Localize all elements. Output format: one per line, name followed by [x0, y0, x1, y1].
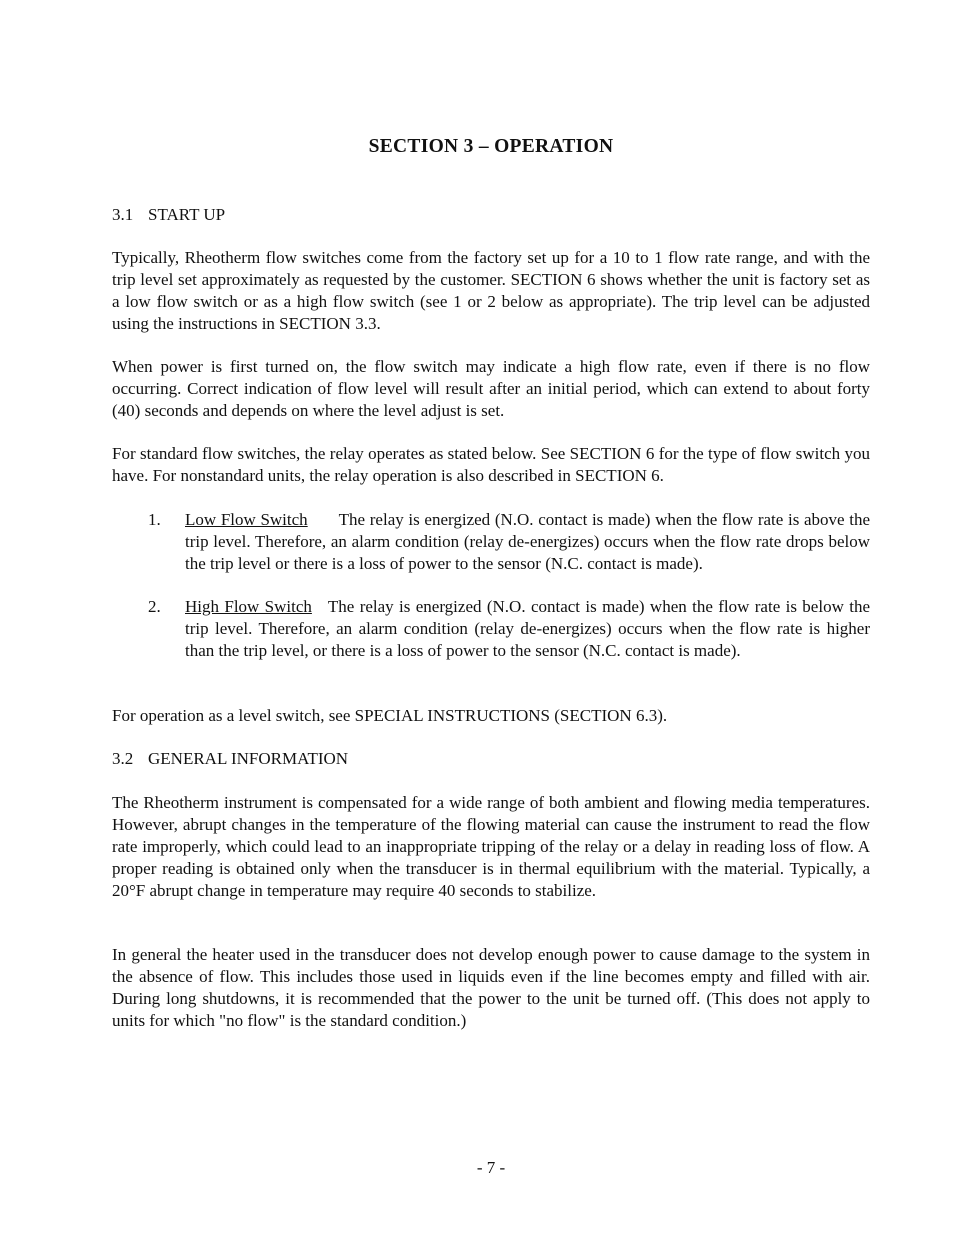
startup-paragraph-1: Typically, Rheotherm flow switches come from the factory set up for a 10 to 1 flow rate range, and with the trip level set approximately as requested by the customer. SECTION 6 shows whether the unit is factory set as a low flow switch or as a high flow switch (see 1 or 2 below as appropriate). The trip level can be adjusted using the instructions in SECTION 3.3.: [112, 248, 870, 333]
section-number: 3.1: [112, 205, 134, 224]
section-number: 3.2: [112, 749, 134, 768]
list-item-label: Low Flow Switch: [185, 510, 308, 529]
section-heading-text: START UP: [148, 205, 226, 224]
section-3-2-heading: [112, 748, 870, 770]
general-paragraph-1: The Rheotherm instrument is compensated for a wide range of both ambient and flowing media temperatures. However, abrupt changes in the temperature of the flowing material can cause the instrument to read the flow rate improperly, which could lead to an inappropriate tripping of the relay or a delay in reading loss of flow. A proper reading is obtained only when the transducer is in thermal equilibrium with the material. Typically, a 20°F abrupt change in temperature may require 40 seconds to stabilize.: [112, 793, 870, 900]
list-item-body: [185, 596, 870, 662]
list-item-text: The relay is energized (N.O. contact is made) when the flow rate is below the trip level. Therefore, an alarm condition (relay de-energizes) occurs when the flow rate is higher than the trip level, or there is a loss of power to the sensor (N.C. contact is made).: [185, 597, 870, 660]
list-item-number: 1.: [148, 510, 161, 529]
startup-paragraph-2: When power is first turned on, the flow switch may indicate a high flow rate, even if there is no flow occurring. Correct indication of flow level will result after an initial period, which can extend to about forty (40) seconds and depends on where the level adjust is set.: [112, 357, 870, 420]
list-item-label: High Flow Switch: [185, 597, 312, 616]
section-3-1-heading: [112, 204, 870, 226]
list-item-number: 2.: [148, 597, 161, 616]
page-number: - 7 -: [476, 1158, 506, 1177]
startup-closing: For operation as a level switch, see SPECIAL INSTRUCTIONS (SECTION 6.3).: [112, 706, 668, 725]
general-paragraph-2: In general the heater used in the transducer does not develop enough power to cause damage to the system in the absence of flow. This includes those used in liquids even if the line becomes empty and filled with air. During long shutdowns, it is recommended that the power to the unit be turned off. (This does not apply to units for which "no flow" is the standard condition.): [112, 945, 870, 1030]
list-item-body: [185, 509, 870, 575]
section-title: SECTION 3 – OPERATION: [368, 136, 614, 157]
section-heading-text: GENERAL INFORMATION: [148, 749, 349, 768]
startup-paragraph-3: For standard flow switches, the relay operates as stated below. See SECTION 6 for the type of flow switch you have. For nonstandard units, the relay operation is also described in SECTION 6.: [112, 444, 870, 485]
list-item-text: The relay is energized (N.O. contact is made) when the flow rate is above the trip level. Therefore, an alarm condition (relay de-energizes) occurs when the flow rate drops below the trip level or there is a loss of power to the sensor (N.C. contact is made).: [185, 510, 870, 573]
